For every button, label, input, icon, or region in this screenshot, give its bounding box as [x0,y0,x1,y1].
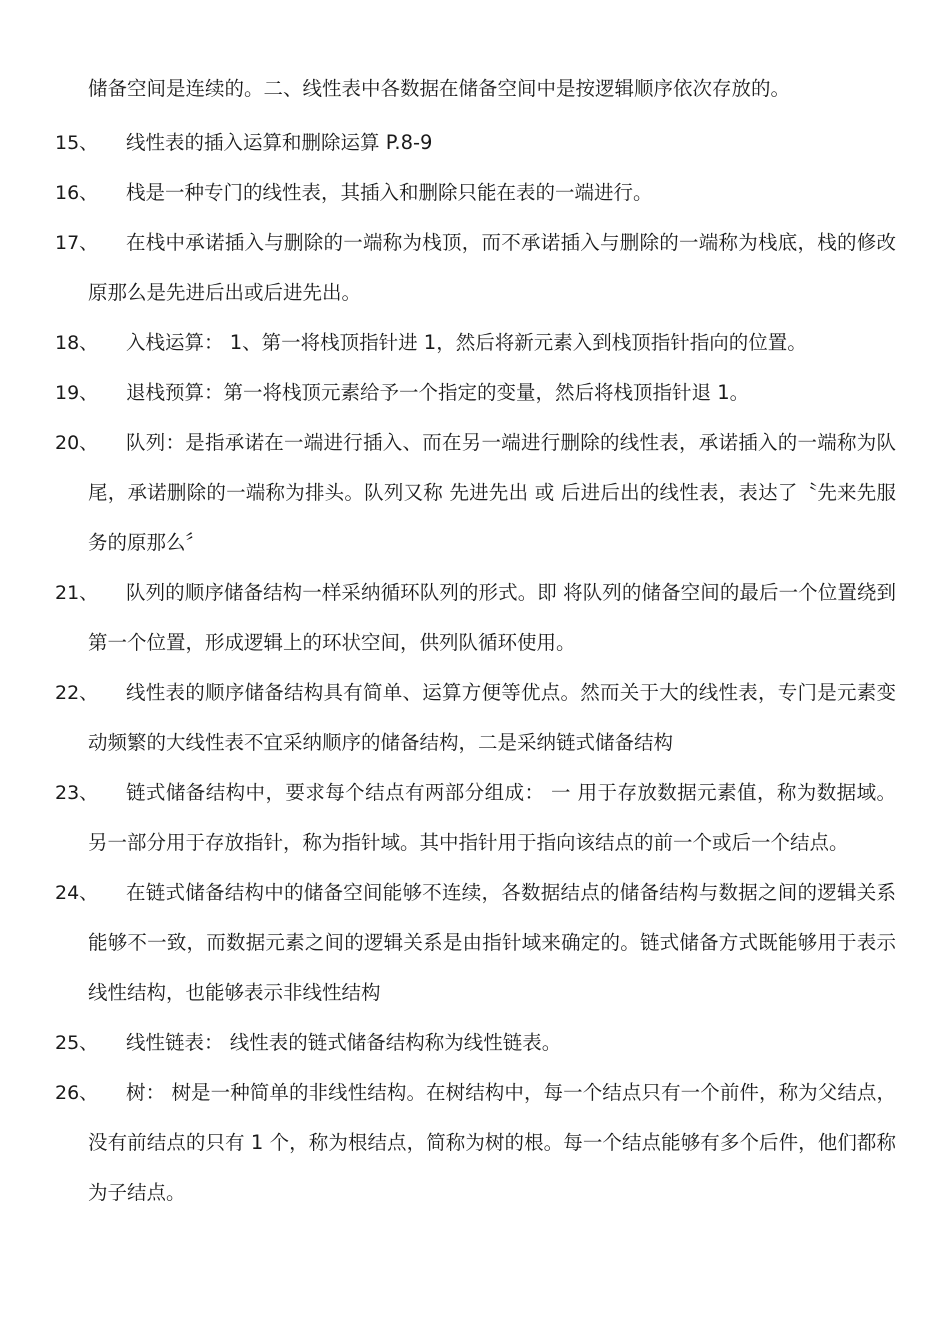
list-item [0,418,950,568]
item-text: 队列：是指承诺在一端进行插入、而在另一端进行删除的线性表，承诺插入的一端称为队尾，承诺删除的一端称为排头。队列又称 先进先出 或 后进后出的线性表，表达了〝先来先服务的原那么〞 [88,431,896,554]
item-number: 17、 [55,232,99,254]
list-item [0,1018,950,1068]
item-text: 链式储备结构中，要求每个结点有两部分组成： 一 用于存放数据元素值，称为数据域。 另一部分用于存放指针，称为指针域。其中指针用于指向该结点的前一个或后一个结点。 [88,781,896,854]
numbered-list [0,118,950,1218]
item-number: 16、 [55,182,99,204]
item-number: 24、 [55,882,99,904]
list-item [0,768,950,868]
item-number: 20、 [55,432,99,454]
item-number: 15、 [55,132,99,154]
item-text: 在栈中承诺插入与删除的一端称为栈顶，而不承诺插入与删除的一端称为栈底，栈的修改原那么是先进后出或后进先出。 [88,231,896,304]
item-text: 线性链表： 线性表的链式储备结构称为线性链表。 [126,1031,562,1054]
item-text: 队列的顺序储备结构一样采纳循环队列的形式。即 将队列的储备空间的最后一个位置绕到第一个位置，形成逻辑上的环状空间，供列队循环使用。 [88,581,896,654]
item-number: 19、 [55,382,99,404]
list-item [0,568,950,668]
item-number: 25、 [55,1032,99,1054]
item-text: 在链式储备结构中的储备空间能够不连续，各数据结点的储备结构与数据之间的逻辑关系能够不一致，而数据元素之间的逻辑关系是由指针域来确定的。链式储备方式既能够用于表示线性结构，也能够表示非线性结构 [88,881,896,1004]
item-number: 22、 [55,682,99,704]
list-item [0,868,950,1018]
item-text: 栈是一种专门的线性表，其插入和删除只能在表的一端进行。 [126,181,653,204]
item-number: 23、 [55,782,99,804]
item-text: 线性表的顺序储备结构具有简单、运算方便等优点。然而关于大的线性表，专门是元素变动频繁的大线性表不宜采纳顺序的储备结构，二是采纳链式储备结构 [88,681,896,754]
item-text: 退栈预算：第一将栈顶元素给予一个指定的变量，然后将栈顶指针退 1。 [126,381,750,404]
list-item [0,318,950,368]
item-number: 18、 [55,332,99,354]
item-text: 入栈运算： 1、第一将栈顶指针进 1，然后将新元素入到栈顶指针指向的位置。 [126,331,807,354]
item-number: 26、 [55,1082,99,1104]
item-text: 树： 树是一种简单的非线性结构。在树结构中，每一个结点只有一个前件，称为父结点，没有前结点的只有 1 个，称为根结点，简称为树的根。每一个结点能够有多个后件，他们都称为子结点。 [88,1081,896,1204]
item-number: 21、 [55,582,99,604]
item-text: 线性表的插入运算和删除运算 P.8-9 [126,131,433,154]
list-item [0,1068,950,1218]
list-item [0,168,950,218]
list-item [0,668,950,768]
list-item [0,368,950,418]
list-item [0,118,950,168]
list-item [0,218,950,318]
continued-paragraph: 储备空间是连续的。二、线性表中各数据在储备空间中是按逻辑顺序依次存放的。 [88,77,791,100]
